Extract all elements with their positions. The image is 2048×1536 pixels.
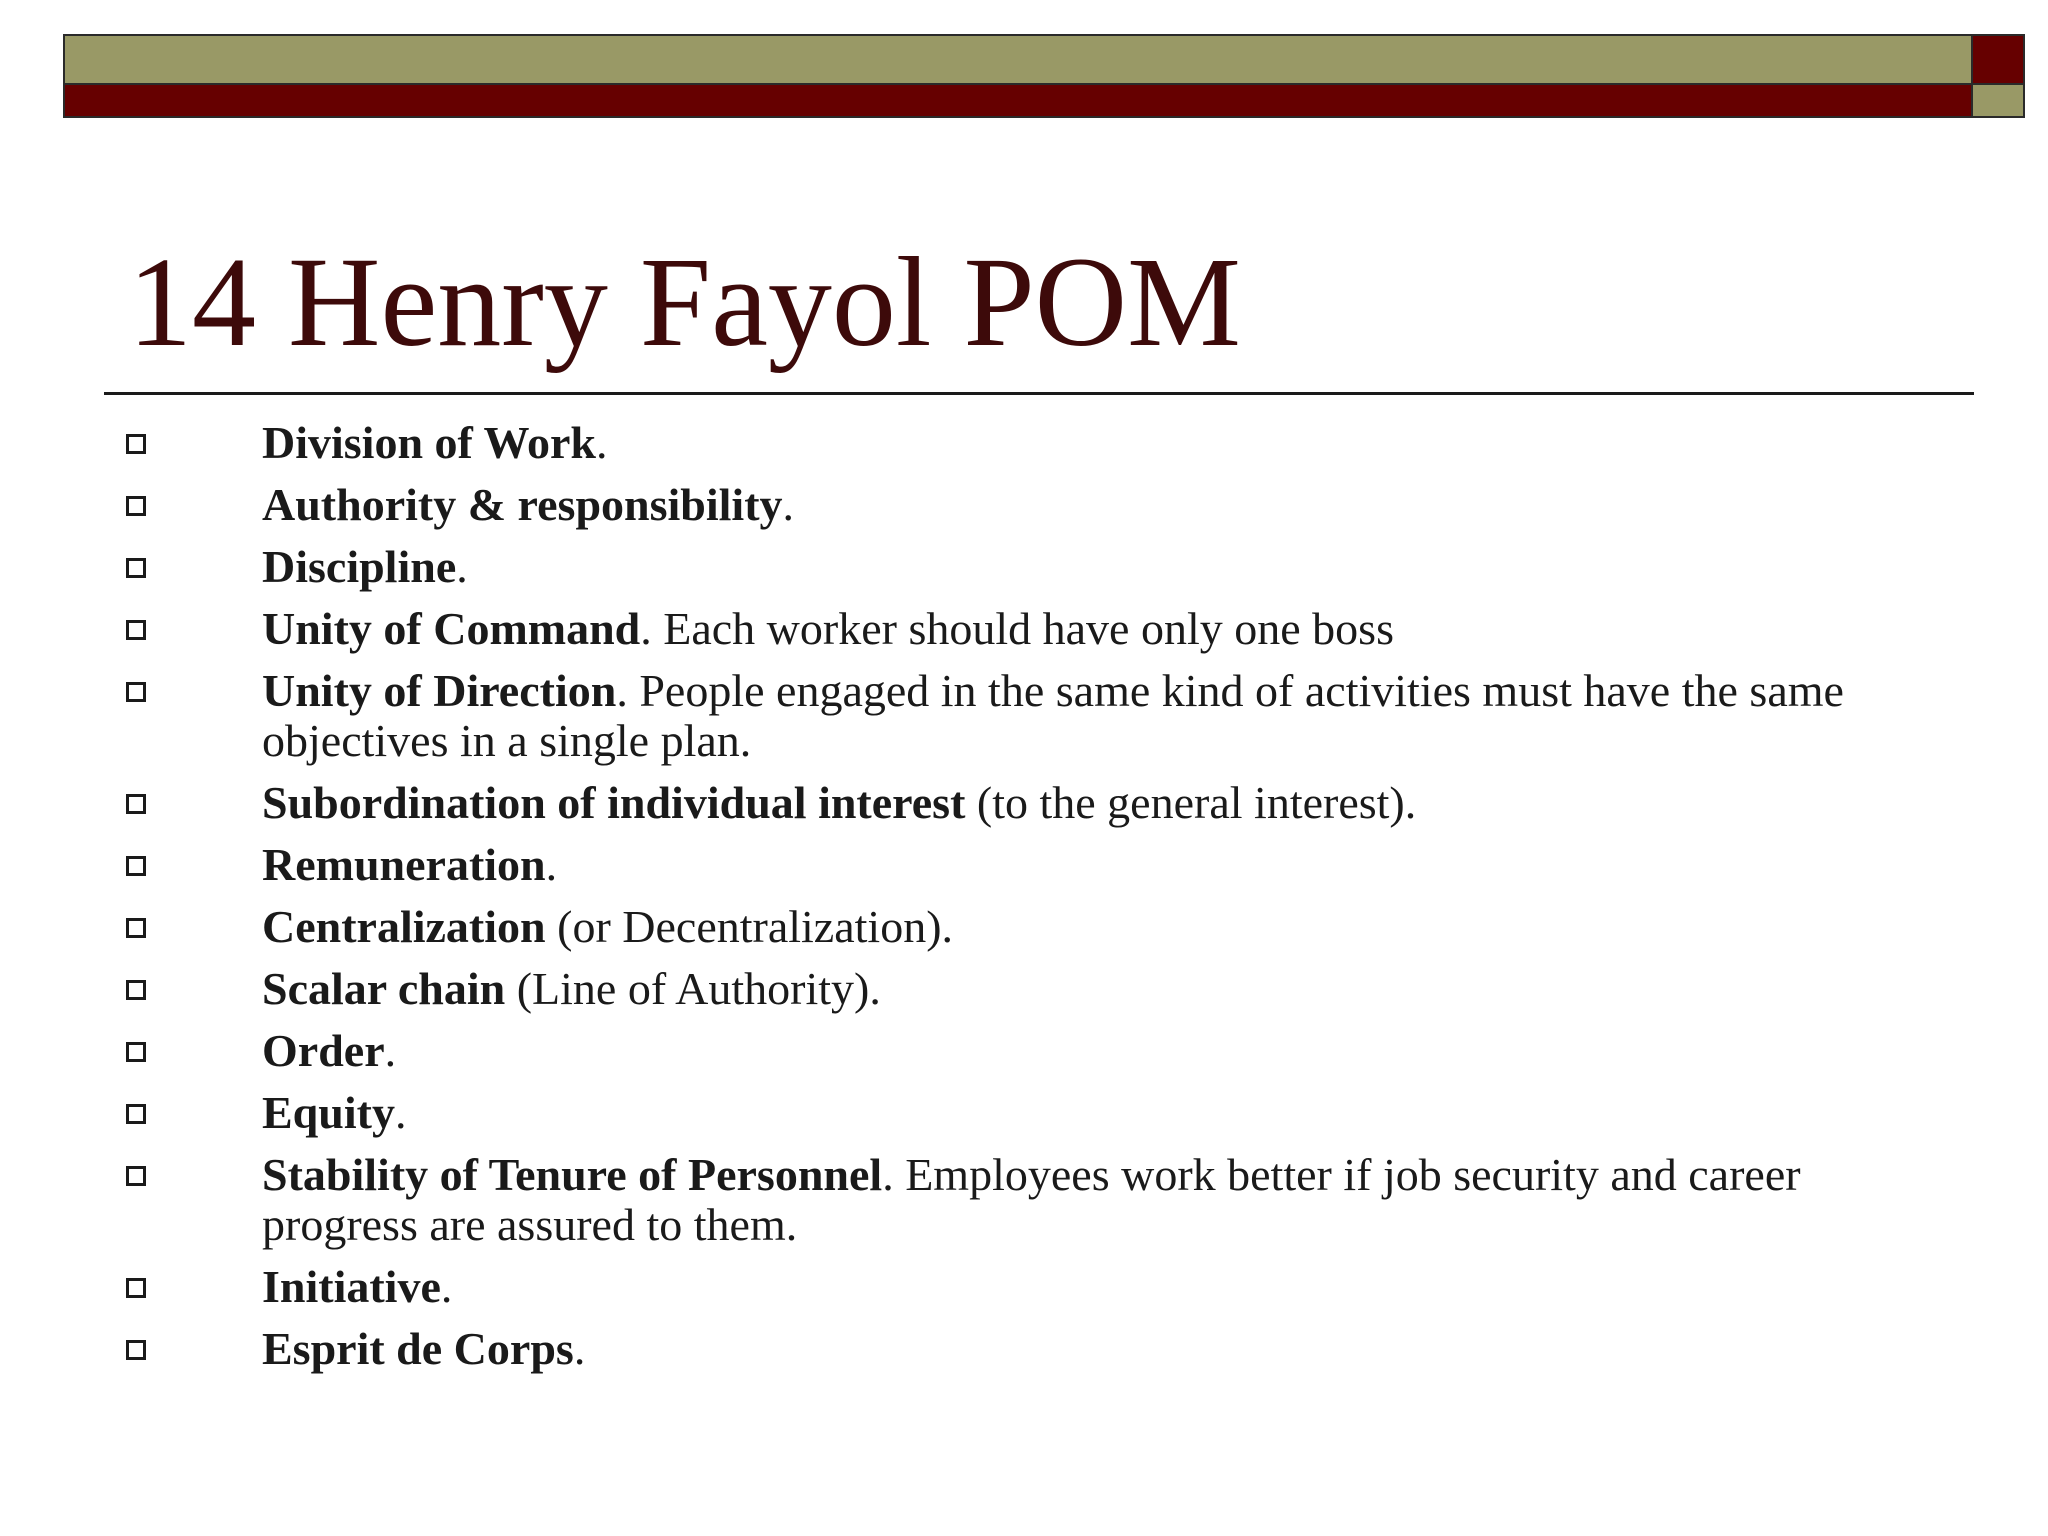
list-item	[126, 418, 1966, 468]
principle-term: Equity	[262, 1087, 395, 1138]
hollow-square-icon	[126, 1278, 146, 1298]
principle-description: .	[456, 541, 468, 592]
list-item	[126, 1088, 1966, 1138]
hollow-square-icon	[126, 1340, 146, 1360]
principle-term: Stability of Tenure of Personnel	[262, 1149, 883, 1200]
list-item	[126, 542, 1966, 592]
hollow-square-icon	[126, 620, 146, 640]
principle-term: Esprit de Corps	[262, 1323, 574, 1374]
hollow-square-icon	[126, 496, 146, 516]
hollow-square-icon	[126, 558, 146, 578]
principle-description: .	[440, 1261, 453, 1312]
principle-description: .	[573, 1323, 586, 1374]
principle-term: Remuneration	[262, 839, 546, 890]
header-square-maroon	[1973, 34, 2025, 85]
hollow-square-icon	[126, 794, 146, 814]
principle-term: Initiative	[262, 1261, 441, 1312]
principle-description: . Employees work better if job security and career progress are assured to them.	[262, 1149, 1801, 1250]
principle-description: (or Decentralization).	[545, 901, 954, 952]
hollow-square-icon	[126, 918, 146, 938]
title-divider	[104, 392, 1974, 395]
list-item	[126, 1026, 1966, 1076]
hollow-square-icon	[126, 1042, 146, 1062]
header-bar-maroon	[63, 85, 1973, 118]
principle-term: Division of Work	[262, 417, 596, 468]
principle-description: .	[596, 417, 608, 468]
principle-term: Centralization	[262, 901, 546, 952]
hollow-square-icon	[126, 682, 146, 702]
list-item	[126, 666, 1966, 766]
list-item	[126, 778, 1966, 828]
principle-term: Scalar chain	[262, 963, 506, 1014]
list-item	[126, 480, 1966, 530]
hollow-square-icon	[126, 980, 146, 1000]
principle-term: Subordination of individual interest	[262, 777, 966, 828]
list-item	[126, 840, 1966, 890]
header-square-olive	[1973, 85, 2025, 118]
principle-term: Discipline	[262, 541, 457, 592]
principle-term: Order	[262, 1025, 385, 1076]
hollow-square-icon	[126, 856, 146, 876]
principle-description: .	[782, 479, 795, 530]
principle-description: . People engaged in the same kind of activities must have the same objectives in a single plan.	[262, 665, 1844, 766]
principles-list	[126, 418, 1966, 1386]
principle-term: Authority & responsibility	[262, 479, 783, 530]
hollow-square-icon	[126, 434, 146, 454]
list-item	[126, 902, 1966, 952]
principle-term: Unity of Command	[262, 603, 641, 654]
principle-term: Unity of Direction	[262, 665, 617, 716]
principle-description: .	[394, 1087, 407, 1138]
slide-title: 14 Henry Fayol POM	[128, 231, 1241, 373]
list-item	[126, 1324, 1966, 1374]
principle-description: . Each worker should have only one boss	[640, 603, 1394, 654]
list-item	[126, 604, 1966, 654]
principle-description: (Line of Authority).	[505, 963, 881, 1014]
hollow-square-icon	[126, 1166, 146, 1186]
list-item	[126, 1150, 1966, 1250]
principle-description: (to the general interest).	[965, 777, 1417, 828]
list-item	[126, 964, 1966, 1014]
header-bar-olive	[63, 34, 1973, 85]
principle-description: .	[545, 839, 558, 890]
list-item	[126, 1262, 1966, 1312]
principle-description: .	[384, 1025, 397, 1076]
hollow-square-icon	[126, 1104, 146, 1124]
